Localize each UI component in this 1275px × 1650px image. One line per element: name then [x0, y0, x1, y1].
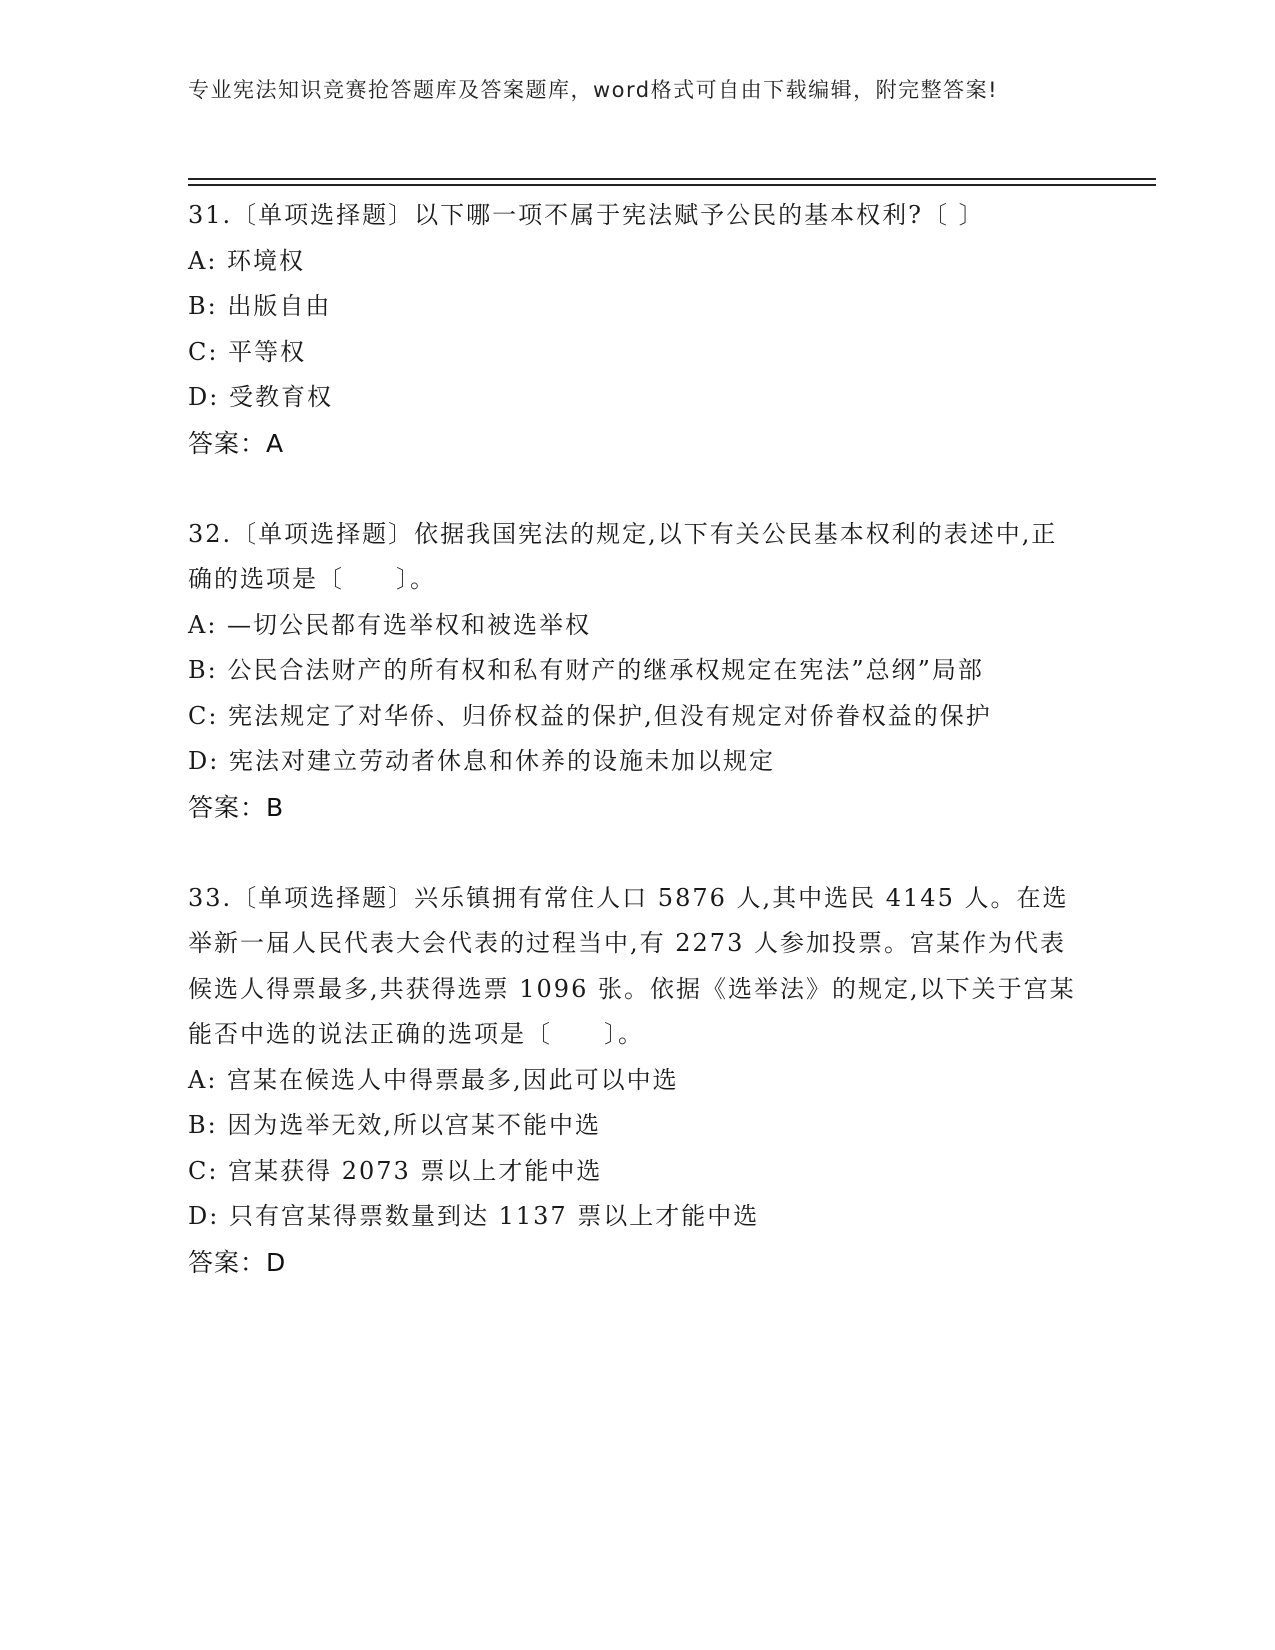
header-divider-top [188, 178, 1156, 180]
question-31 [188, 193, 1078, 466]
option-b: B: 出版自由 [188, 292, 332, 320]
option-d: D: 受教育权 [188, 383, 333, 411]
question-33 [188, 876, 1078, 1285]
option-c: C: 平等权 [188, 337, 307, 366]
option-a: A: 环境权 [188, 246, 306, 275]
question-list [188, 193, 1078, 1331]
question-text: 33.〔单项选择题〕兴乐镇拥有常住人口 5876 人,其中选民 4145 人。在选举新一届人民代表大会代表的过程当中,有 2273 人参加投票。宫某作为代表候选人得票最多,共获得选票 1096 张。依据《选举法》的规定,以下关于宫某能否中选的说法正确的选项是〔 〕。 [188, 883, 1076, 1048]
answer-label: 答案：D [188, 1247, 287, 1277]
answer-label: 答案：A [188, 428, 285, 458]
option-d: D: 宪法对建立劳动者休息和休养的设施未加以规定 [188, 747, 775, 775]
answer-label: 答案：B [188, 792, 285, 822]
question-text: 31.〔单项选择题〕以下哪一项不属于宪法赋予公民的基本权利?〔 〕 [188, 201, 985, 229]
document-header: 专业宪法知识竞赛抢答题库及答案题库，word格式可自由下载编辑，附完整答案! [188, 78, 999, 102]
header-divider-bottom [188, 184, 1156, 186]
option-c: C: 宫某获得 2073 票以上才能中选 [188, 1156, 603, 1185]
option-d: D: 只有宫某得票数量到达 1137 票以上才能中选 [188, 1202, 760, 1230]
option-c: C: 宪法规定了对华侨、归侨权益的保护,但没有规定对侨眷权益的保护 [188, 701, 992, 730]
option-a: A: —切公民都有选举权和被选举权 [188, 610, 592, 639]
option-a: A: 宫某在候选人中得票最多,因此可以中选 [188, 1065, 679, 1094]
option-b: B: 公民合法财产的所有权和私有财产的继承权规定在宪法”总纲”局部 [188, 656, 984, 684]
option-b: B: 因为选举无效,所以宫某不能中选 [188, 1111, 601, 1139]
question-32 [188, 512, 1078, 830]
question-text: 32.〔单项选择题〕依据我国宪法的规定,以下有关公民基本权利的表述中,正确的选项是〔 〕。 [188, 519, 1058, 593]
